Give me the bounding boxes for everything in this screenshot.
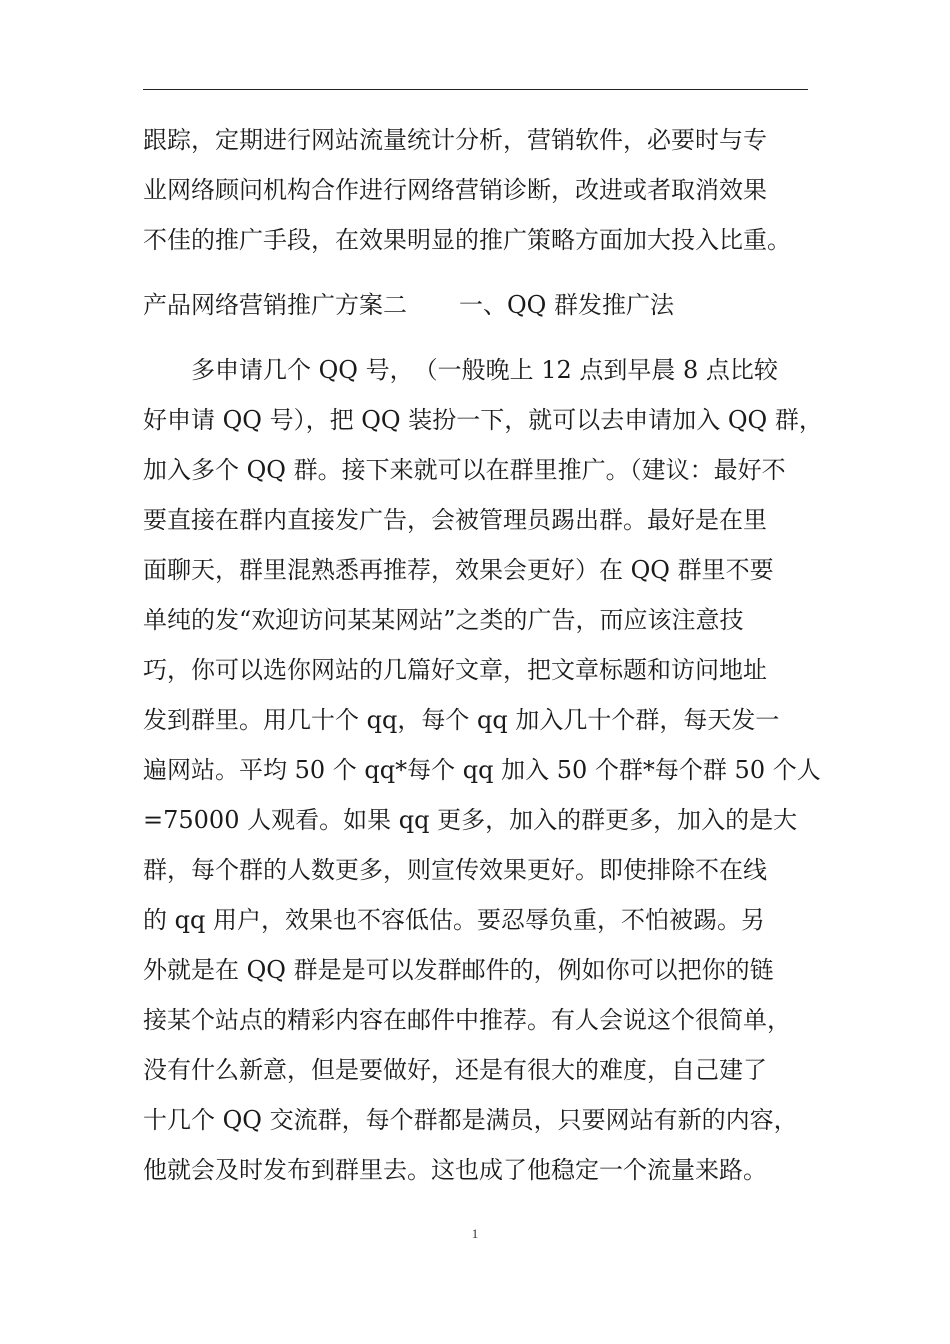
body-line: 接某个站点的精彩内容在邮件中推荐。有人会说这个很简单， <box>143 1006 791 1034</box>
body-line: =75000 人观看。如果 qq 更多，加入的群更多，加入的是大 <box>143 806 798 834</box>
section-heading-line <box>143 280 815 330</box>
body-line: 面聊天，群里混熟悉再推荐，效果会更好）在 QQ 群里不要 <box>143 556 774 584</box>
section-heading <box>143 280 815 330</box>
body-line: 加入多个 QQ 群。接下来就可以在群里推广。（建议：最好不 <box>143 456 786 484</box>
body-line: 的 qq 用户，效果也不容低估。要忍辱负重，不怕被踢。另 <box>143 906 765 934</box>
body-line: 巧，你可以选你网站的几篇好文章，把文章标题和访问地址 <box>143 656 767 684</box>
intro-line: 业网络顾问机构合作进行网络营销诊断，改进或者取消效果 <box>143 176 767 204</box>
body-line: 群，每个群的人数更多，则宣传效果更好。即使排除不在线 <box>143 856 767 884</box>
body-line: 多申请几个 QQ 号， （一般晚上 12 点到早晨 8 点比较 <box>143 356 778 384</box>
body-line: 遍网站。平均 50 个 qq*每个 qq 加入 50 个群*每个群 50 个人 <box>143 756 821 784</box>
body-line: 要直接在群内直接发广告，会被管理员踢出群。最好是在里 <box>143 506 767 534</box>
intro-line: 跟踪，定期进行网站流量统计分析，营销软件，必要时与专 <box>143 126 767 154</box>
plan-title: 产品网络营销推广方案二 <box>143 291 407 319</box>
body-line: 十几个 QQ 交流群，每个群都是满员，只要网站有新的内容， <box>143 1106 798 1134</box>
method-subtitle: 一、QQ 群发推广法 <box>459 291 674 319</box>
body-line: 发到群里。用几十个 qq，每个 qq 加入几十个群，每天发一 <box>143 706 780 734</box>
intro-paragraph <box>143 115 815 265</box>
body-line: 好申请 QQ 号），把 QQ 装扮一下，就可以去申请加入 QQ 群， <box>143 406 823 434</box>
body-paragraph <box>143 345 823 1195</box>
page-number: 1 <box>471 1226 479 1241</box>
header-rule <box>143 89 808 90</box>
body-line: 没有什么新意，但是要做好，还是有很大的难度，自己建了 <box>143 1056 767 1084</box>
body-line: 他就会及时发布到群里去。这也成了他稳定一个流量来路。 <box>143 1156 767 1184</box>
body-line: 单纯的发“欢迎访问某某网站”之类的广告，而应该注意技 <box>143 606 744 634</box>
intro-line: 不佳的推广手段，在效果明显的推广策略方面加大投入比重。 <box>143 226 791 254</box>
body-line: 外就是在 QQ 群是是可以发群邮件的，例如你可以把你的链 <box>143 956 774 984</box>
